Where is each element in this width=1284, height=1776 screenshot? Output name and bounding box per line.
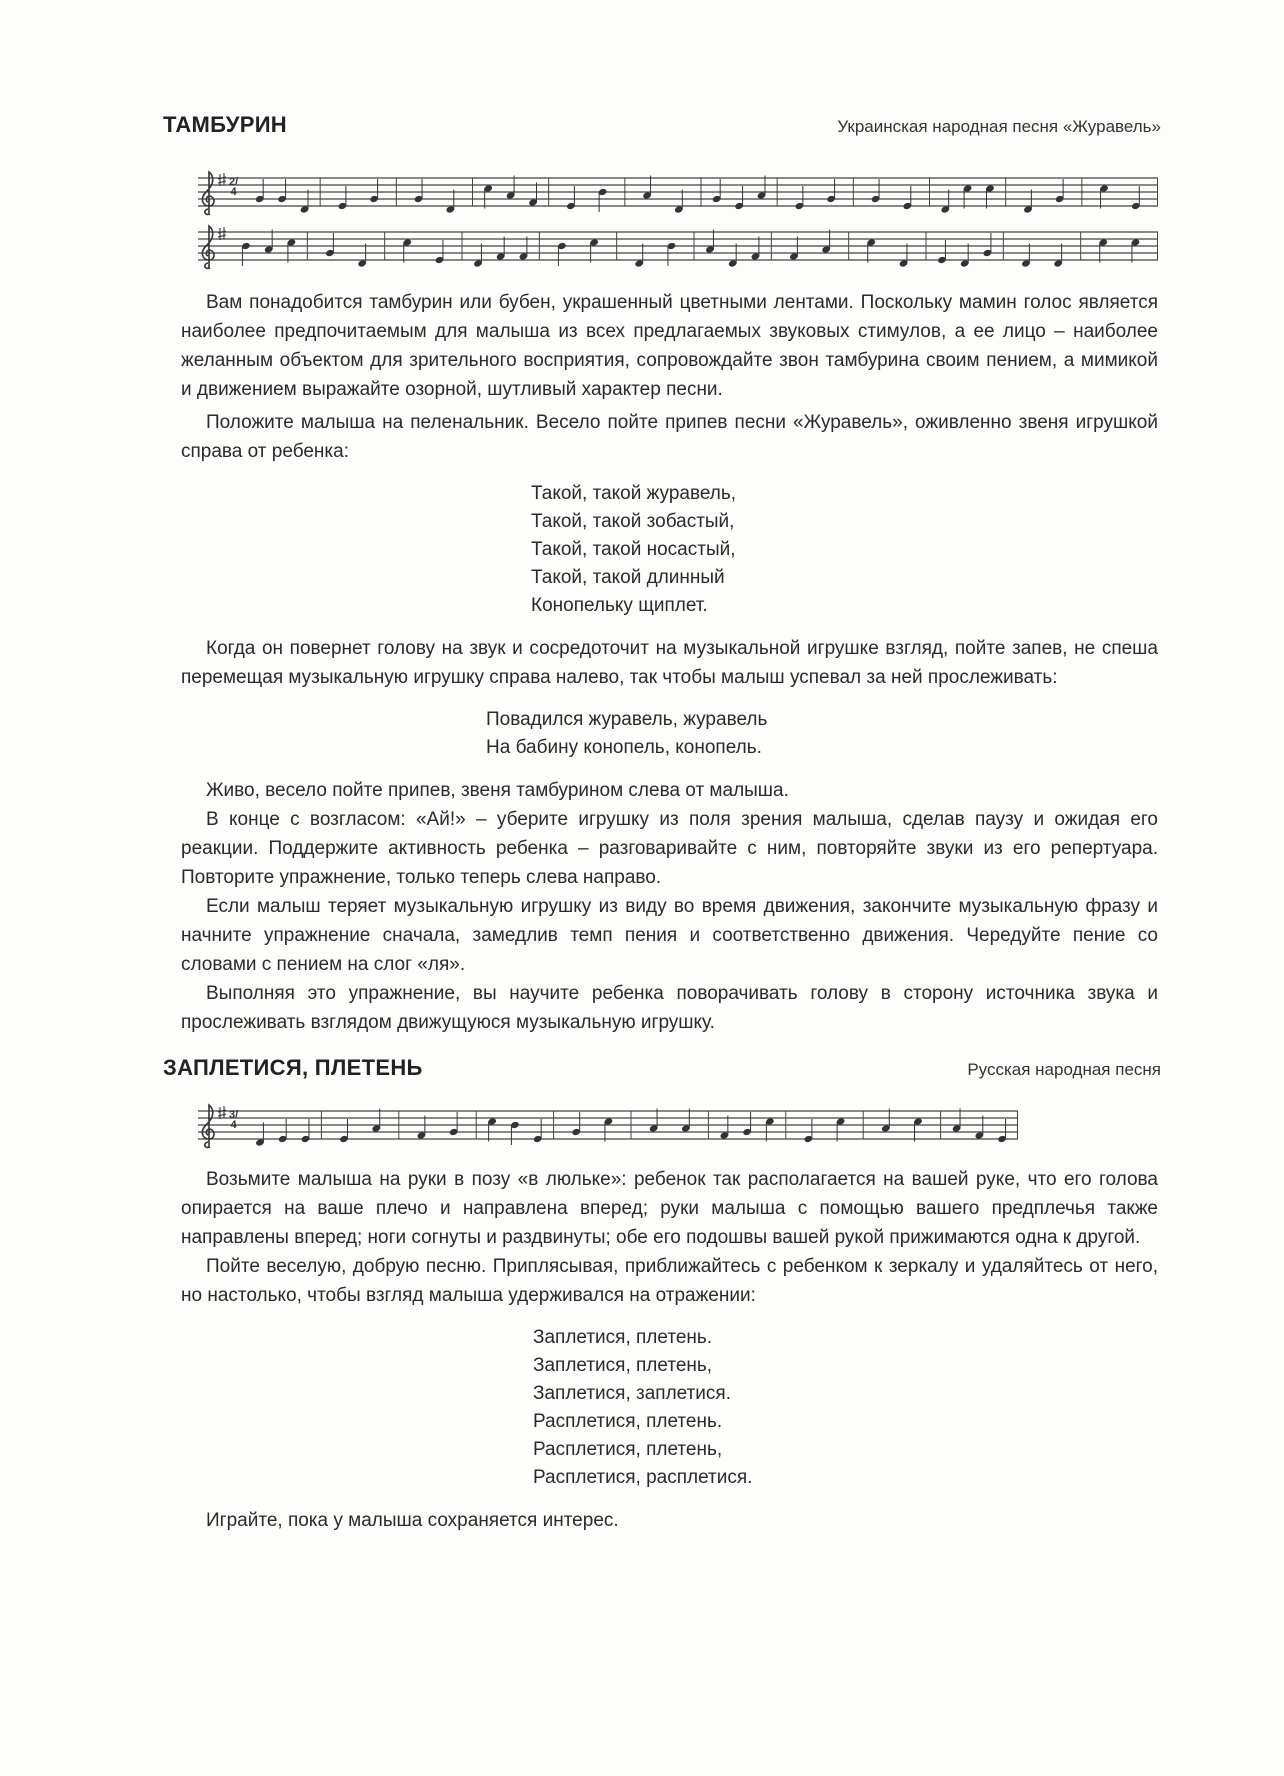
verse-line: Такой, такой журавель, [531,483,737,504]
verse-line: Расплетися, плетень. [533,1411,723,1432]
verse-line: Заплетися, заплетися. [533,1383,731,1404]
music-staff [198,168,1284,216]
music-staff [198,222,1284,270]
paragraph: В конце с возгласом: «Ай!» – уберите игрушку из поля зрения малыша, сделав паузу и ожидая его реакции. Поддержите активность ребенка – разговаривайте с ним, повторяйте звуки из его репертуара. Повторите упражнение, только теперь слева направо. [181,809,1158,888]
key-sharp-icon [218,1106,226,1119]
verse-line: Конопельку щиплет. [531,595,708,616]
paragraph: Вам понадобится тамбурин или бубен, украшенный цветными лентами. Поскольку мамин голос является наиболее предпочитаемым для малыша из всех предлагаемых звуковых стимулов, а ее лицо – наиболее желанным объектом для зрительного восприятия, сопровождайте звон тамбурина своим пением, а мимикой и движением выражайте озорной, шутливый характер песни. [181,292,1158,400]
staff-drawing [198,222,1158,270]
song-verse [533,1324,1158,1492]
section-body-tamburin [181,288,1158,1037]
verse-line: Заплетися, плетень. [533,1327,713,1348]
staff-drawing [198,1101,1018,1149]
music-staff [198,1101,1284,1149]
verse-line: Такой, такой носастый, [531,539,736,560]
paragraph: Если малыш теряет музыкальную игрушку из виду во время движения, закончите музыкальную фразу и начните упражнение сначала, замедлив темп пения и соответственно движения. Чередуйте пение со словами с пением на слог «ля». [181,896,1158,975]
verse-line: Расплетися, расплетися. [533,1467,753,1488]
verse-line: Такой, такой зобастый, [531,511,735,532]
verse-line: Повадился журавель, журавель [486,709,768,730]
section-title: ТАМБУРИН [163,112,287,137]
paragraph: Выполняя это упражнение, вы научите ребенка поворачивать голову в сторону источника звука и прослеживать взглядом движущуюся музыкальную игрушку. [181,983,1158,1033]
verse-line: Такой, такой длинный [531,567,725,588]
time-signature: 2/4 [229,176,239,198]
verse-line: Расплетися, плетень, [533,1439,723,1460]
song-verse [486,706,1158,762]
key-sharp-icon [218,227,226,240]
verse-line: Заплетися, плетень, [533,1355,713,1376]
section-header-tamburin [163,112,1161,138]
paragraph: Живо, весело пойте припев, звеня тамбурином слева от малыша. [206,780,789,801]
paragraph: Пойте веселую, добрую песню. Приплясывая, приближайтесь с ребенком к зеркалу и удаляйтесь от него, но настолько, чтобы взгляд малыша удерживался на отражении: [181,1256,1158,1306]
time-signature: 3/4 [229,1109,239,1131]
section-title: ЗАПЛЕТИСЯ, ПЛЕТЕНЬ [163,1055,423,1080]
key-sharp-icon [218,173,226,186]
staff-drawing [198,168,1158,216]
section-body-zapletisya [181,1165,1158,1575]
song-source: Украинская народная песня «Журавель» [837,117,1161,136]
paragraph: Когда он повернет голову на звук и сосредоточит на музыкальной игрушке взгляд, пойте запев, не спеша перемещая музыкальную игрушку справа налево, так чтобы малыш успевал за ней прослеживать: [181,638,1158,688]
song-verse [531,480,1158,620]
paragraph: Играйте, пока у малыша сохраняется интерес. [206,1510,619,1531]
verse-line: На бабину конопель, конопель. [486,737,762,758]
paragraph: Возьмите малыша на руки в позу «в люльке»: ребенок так располагается на вашей руке, что его голова опирается на ваше плечо и направлена вперед; руки малыша с помощью вашего предплечья также направлены вперед; ноги согнуты и раздвинуты; обе его подошвы вашей рукой прижимаются одна к другой. [181,1169,1158,1248]
paragraph: Положите малыша на пеленальник. Весело пойте припев песни «Журавель», оживленно звеня игрушкой справа от ребенка: [181,412,1158,462]
song-source: Русская народная песня [967,1060,1161,1079]
section-header-zapletisya [163,1055,1161,1081]
